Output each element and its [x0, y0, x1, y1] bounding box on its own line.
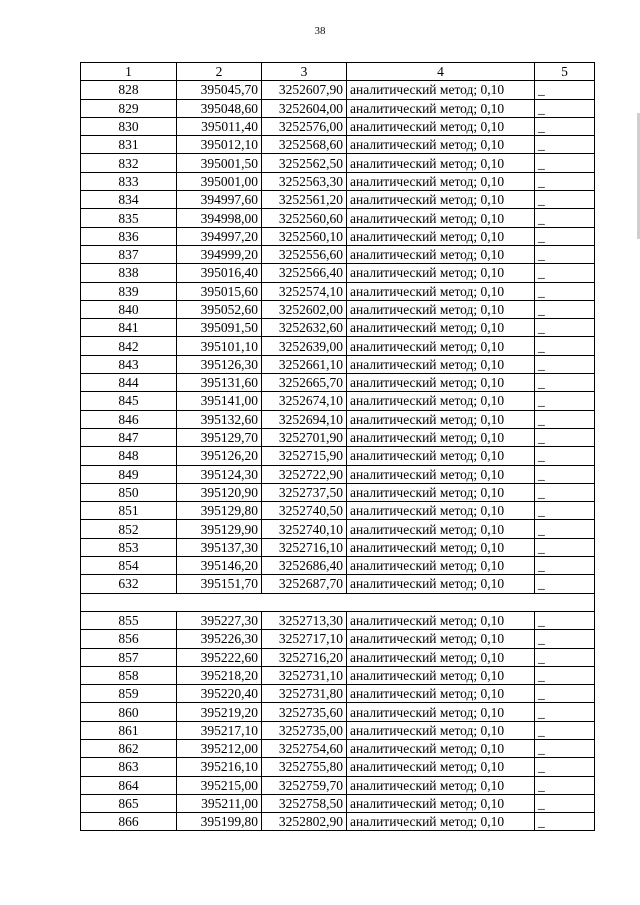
point-number-cell: 837 — [81, 245, 177, 263]
note-cell: _ — [535, 557, 595, 575]
x-coordinate-cell: 395120,90 — [177, 483, 262, 501]
table-row — [81, 557, 595, 575]
note-cell: _ — [535, 428, 595, 446]
point-number-cell: 840 — [81, 300, 177, 318]
point-number-cell: 835 — [81, 209, 177, 227]
note-cell: _ — [535, 337, 595, 355]
method-accuracy-cell: аналитический метод; 0,10 — [347, 721, 535, 739]
point-number-cell: 851 — [81, 502, 177, 520]
note-cell: _ — [535, 502, 595, 520]
table-row — [81, 374, 595, 392]
y-coordinate-cell: 3252561,20 — [262, 191, 347, 209]
note-cell: _ — [535, 483, 595, 501]
point-number-cell: 846 — [81, 410, 177, 428]
table-section-b — [81, 611, 595, 831]
x-coordinate-cell: 395222,60 — [177, 648, 262, 666]
method-accuracy-cell: аналитический метод; 0,10 — [347, 300, 535, 318]
x-coordinate-cell: 395012,10 — [177, 136, 262, 154]
method-accuracy-cell: аналитический метод; 0,10 — [347, 739, 535, 757]
x-coordinate-cell: 395217,10 — [177, 721, 262, 739]
y-coordinate-cell: 3252717,10 — [262, 630, 347, 648]
note-cell: _ — [535, 721, 595, 739]
table-row — [81, 666, 595, 684]
note-cell: _ — [535, 703, 595, 721]
table-row — [81, 191, 595, 209]
y-coordinate-cell: 3252661,10 — [262, 355, 347, 373]
y-coordinate-cell: 3252556,60 — [262, 245, 347, 263]
x-coordinate-cell: 395151,70 — [177, 575, 262, 593]
point-number-cell: 858 — [81, 666, 177, 684]
table-row — [81, 575, 595, 593]
method-accuracy-cell: аналитический метод; 0,10 — [347, 502, 535, 520]
header-col-5: 5 — [535, 63, 595, 81]
note-cell: _ — [535, 392, 595, 410]
table-row — [81, 81, 595, 99]
x-coordinate-cell: 394999,20 — [177, 245, 262, 263]
y-coordinate-cell: 3252687,70 — [262, 575, 347, 593]
y-coordinate-cell: 3252607,90 — [262, 81, 347, 99]
table-row — [81, 611, 595, 629]
method-accuracy-cell: аналитический метод; 0,10 — [347, 245, 535, 263]
table-row — [81, 227, 595, 245]
note-cell: _ — [535, 300, 595, 318]
x-coordinate-cell: 395215,00 — [177, 776, 262, 794]
x-coordinate-cell: 395048,60 — [177, 99, 262, 117]
table-section-a — [81, 81, 595, 593]
x-coordinate-cell: 395045,70 — [177, 81, 262, 99]
point-number-cell: 831 — [81, 136, 177, 154]
method-accuracy-cell: аналитический метод; 0,10 — [347, 319, 535, 337]
x-coordinate-cell: 395015,60 — [177, 282, 262, 300]
note-cell: _ — [535, 794, 595, 812]
y-coordinate-cell: 3252735,60 — [262, 703, 347, 721]
point-number-cell: 864 — [81, 776, 177, 794]
note-cell: _ — [535, 611, 595, 629]
x-coordinate-cell: 395091,50 — [177, 319, 262, 337]
point-number-cell: 863 — [81, 758, 177, 776]
x-coordinate-cell: 395211,00 — [177, 794, 262, 812]
method-accuracy-cell: аналитический метод; 0,10 — [347, 282, 535, 300]
table-row — [81, 172, 595, 190]
table-row — [81, 703, 595, 721]
x-coordinate-cell: 395131,60 — [177, 374, 262, 392]
table-row — [81, 648, 595, 666]
note-cell: _ — [535, 575, 595, 593]
method-accuracy-cell: аналитический метод; 0,10 — [347, 337, 535, 355]
y-coordinate-cell: 3252802,90 — [262, 813, 347, 831]
header-col-4: 4 — [347, 63, 535, 81]
table-row — [81, 538, 595, 556]
point-number-cell: 853 — [81, 538, 177, 556]
point-number-cell: 860 — [81, 703, 177, 721]
point-number-cell: 861 — [81, 721, 177, 739]
x-coordinate-cell: 395001,00 — [177, 172, 262, 190]
method-accuracy-cell: аналитический метод; 0,10 — [347, 447, 535, 465]
y-coordinate-cell: 3252740,10 — [262, 520, 347, 538]
point-number-cell: 844 — [81, 374, 177, 392]
x-coordinate-cell: 395132,60 — [177, 410, 262, 428]
table-row — [81, 794, 595, 812]
note-cell: _ — [535, 245, 595, 263]
y-coordinate-cell: 3252576,00 — [262, 117, 347, 135]
x-coordinate-cell: 395101,10 — [177, 337, 262, 355]
table-row — [81, 721, 595, 739]
method-accuracy-cell: аналитический метод; 0,10 — [347, 136, 535, 154]
method-accuracy-cell: аналитический метод; 0,10 — [347, 465, 535, 483]
table-row — [81, 245, 595, 263]
point-number-cell: 865 — [81, 794, 177, 812]
point-number-cell: 856 — [81, 630, 177, 648]
note-cell: _ — [535, 154, 595, 172]
point-number-cell: 849 — [81, 465, 177, 483]
y-coordinate-cell: 3252701,90 — [262, 428, 347, 446]
method-accuracy-cell: аналитический метод; 0,10 — [347, 355, 535, 373]
y-coordinate-cell: 3252759,70 — [262, 776, 347, 794]
table-row — [81, 447, 595, 465]
method-accuracy-cell: аналитический метод; 0,10 — [347, 648, 535, 666]
point-number-cell: 839 — [81, 282, 177, 300]
x-coordinate-cell: 395124,30 — [177, 465, 262, 483]
point-number-cell: 842 — [81, 337, 177, 355]
method-accuracy-cell: аналитический метод; 0,10 — [347, 428, 535, 446]
method-accuracy-cell: аналитический метод; 0,10 — [347, 117, 535, 135]
x-coordinate-cell: 395001,50 — [177, 154, 262, 172]
y-coordinate-cell: 3252740,50 — [262, 502, 347, 520]
point-number-cell: 834 — [81, 191, 177, 209]
x-coordinate-cell: 395219,20 — [177, 703, 262, 721]
x-coordinate-cell: 395011,40 — [177, 117, 262, 135]
table-row — [81, 337, 595, 355]
y-coordinate-cell: 3252754,60 — [262, 739, 347, 757]
y-coordinate-cell: 3252560,60 — [262, 209, 347, 227]
table-row — [81, 630, 595, 648]
x-coordinate-cell: 395052,60 — [177, 300, 262, 318]
x-coordinate-cell: 395146,20 — [177, 557, 262, 575]
method-accuracy-cell: аналитический метод; 0,10 — [347, 758, 535, 776]
note-cell: _ — [535, 209, 595, 227]
point-number-cell: 843 — [81, 355, 177, 373]
y-coordinate-cell: 3252722,90 — [262, 465, 347, 483]
table-row — [81, 117, 595, 135]
point-number-cell: 828 — [81, 81, 177, 99]
method-accuracy-cell: аналитический метод; 0,10 — [347, 813, 535, 831]
table-row — [81, 776, 595, 794]
y-coordinate-cell: 3252602,00 — [262, 300, 347, 318]
note-cell: _ — [535, 355, 595, 373]
x-coordinate-cell: 395129,70 — [177, 428, 262, 446]
note-cell: _ — [535, 117, 595, 135]
point-number-cell: 841 — [81, 319, 177, 337]
method-accuracy-cell: аналитический метод; 0,10 — [347, 99, 535, 117]
table-row — [81, 502, 595, 520]
table-row — [81, 300, 595, 318]
y-coordinate-cell: 3252716,20 — [262, 648, 347, 666]
table-header-row — [81, 63, 595, 81]
table-row — [81, 209, 595, 227]
y-coordinate-cell: 3252632,60 — [262, 319, 347, 337]
note-cell: _ — [535, 410, 595, 428]
header-col-2: 2 — [177, 63, 262, 81]
y-coordinate-cell: 3252694,10 — [262, 410, 347, 428]
table-row — [81, 739, 595, 757]
method-accuracy-cell: аналитический метод; 0,10 — [347, 794, 535, 812]
note-cell: _ — [535, 648, 595, 666]
method-accuracy-cell: аналитический метод; 0,10 — [347, 685, 535, 703]
method-accuracy-cell: аналитический метод; 0,10 — [347, 538, 535, 556]
note-cell: _ — [535, 520, 595, 538]
table-row — [81, 428, 595, 446]
note-cell: _ — [535, 172, 595, 190]
table-row — [81, 520, 595, 538]
method-accuracy-cell: аналитический метод; 0,10 — [347, 264, 535, 282]
y-coordinate-cell: 3252713,30 — [262, 611, 347, 629]
method-accuracy-cell: аналитический метод; 0,10 — [347, 374, 535, 392]
note-cell: _ — [535, 81, 595, 99]
y-coordinate-cell: 3252563,30 — [262, 172, 347, 190]
y-coordinate-cell: 3252755,80 — [262, 758, 347, 776]
method-accuracy-cell: аналитический метод; 0,10 — [347, 172, 535, 190]
note-cell: _ — [535, 227, 595, 245]
y-coordinate-cell: 3252731,80 — [262, 685, 347, 703]
method-accuracy-cell: аналитический метод; 0,10 — [347, 392, 535, 410]
point-number-cell: 848 — [81, 447, 177, 465]
table-gap-row — [81, 593, 595, 611]
method-accuracy-cell: аналитический метод; 0,10 — [347, 611, 535, 629]
x-coordinate-cell: 395016,40 — [177, 264, 262, 282]
point-number-cell: 859 — [81, 685, 177, 703]
table-row — [81, 154, 595, 172]
x-coordinate-cell: 395212,00 — [177, 739, 262, 757]
method-accuracy-cell: аналитический метод; 0,10 — [347, 191, 535, 209]
note-cell: _ — [535, 666, 595, 684]
table-row — [81, 282, 595, 300]
x-coordinate-cell: 395199,80 — [177, 813, 262, 831]
header-col-1: 1 — [81, 63, 177, 81]
point-number-cell: 866 — [81, 813, 177, 831]
x-coordinate-cell: 394998,00 — [177, 209, 262, 227]
x-coordinate-cell: 395218,20 — [177, 666, 262, 684]
method-accuracy-cell: аналитический метод; 0,10 — [347, 520, 535, 538]
x-coordinate-cell: 395220,40 — [177, 685, 262, 703]
method-accuracy-cell: аналитический метод; 0,10 — [347, 666, 535, 684]
method-accuracy-cell: аналитический метод; 0,10 — [347, 209, 535, 227]
page-number: 38 — [314, 25, 326, 37]
method-accuracy-cell: аналитический метод; 0,10 — [347, 575, 535, 593]
note-cell: _ — [535, 264, 595, 282]
x-coordinate-cell: 395216,10 — [177, 758, 262, 776]
note-cell: _ — [535, 813, 595, 831]
note-cell: _ — [535, 776, 595, 794]
point-number-cell: 857 — [81, 648, 177, 666]
method-accuracy-cell: аналитический метод; 0,10 — [347, 776, 535, 794]
note-cell: _ — [535, 99, 595, 117]
y-coordinate-cell: 3252639,00 — [262, 337, 347, 355]
table-row — [81, 758, 595, 776]
x-coordinate-cell: 394997,20 — [177, 227, 262, 245]
method-accuracy-cell: аналитический метод; 0,10 — [347, 483, 535, 501]
x-coordinate-cell: 395129,80 — [177, 502, 262, 520]
note-cell: _ — [535, 282, 595, 300]
note-cell: _ — [535, 374, 595, 392]
y-coordinate-cell: 3252715,90 — [262, 447, 347, 465]
table-row — [81, 136, 595, 154]
note-cell: _ — [535, 758, 595, 776]
point-number-cell: 829 — [81, 99, 177, 117]
point-number-cell: 833 — [81, 172, 177, 190]
method-accuracy-cell: аналитический метод; 0,10 — [347, 703, 535, 721]
point-number-cell: 847 — [81, 428, 177, 446]
y-coordinate-cell: 3252737,50 — [262, 483, 347, 501]
header-col-3: 3 — [262, 63, 347, 81]
method-accuracy-cell: аналитический метод; 0,10 — [347, 630, 535, 648]
x-coordinate-cell: 395141,00 — [177, 392, 262, 410]
x-coordinate-cell: 395126,20 — [177, 447, 262, 465]
point-number-cell: 838 — [81, 264, 177, 282]
y-coordinate-cell: 3252665,70 — [262, 374, 347, 392]
gap-cell — [81, 593, 595, 611]
note-cell: _ — [535, 630, 595, 648]
x-coordinate-cell: 395226,30 — [177, 630, 262, 648]
method-accuracy-cell: аналитический метод; 0,10 — [347, 557, 535, 575]
table-row — [81, 99, 595, 117]
method-accuracy-cell: аналитический метод; 0,10 — [347, 227, 535, 245]
point-number-cell: 845 — [81, 392, 177, 410]
note-cell: _ — [535, 191, 595, 209]
table-row — [81, 685, 595, 703]
table-row — [81, 355, 595, 373]
point-number-cell: 854 — [81, 557, 177, 575]
point-number-cell: 862 — [81, 739, 177, 757]
x-coordinate-cell: 395126,30 — [177, 355, 262, 373]
note-cell: _ — [535, 538, 595, 556]
table-row — [81, 319, 595, 337]
table-row — [81, 813, 595, 831]
table-gap-section — [81, 593, 595, 611]
y-coordinate-cell: 3252604,00 — [262, 99, 347, 117]
y-coordinate-cell: 3252574,10 — [262, 282, 347, 300]
point-number-cell: 632 — [81, 575, 177, 593]
point-number-cell: 830 — [81, 117, 177, 135]
y-coordinate-cell: 3252674,10 — [262, 392, 347, 410]
table-row — [81, 264, 595, 282]
y-coordinate-cell: 3252716,10 — [262, 538, 347, 556]
y-coordinate-cell: 3252566,40 — [262, 264, 347, 282]
note-cell: _ — [535, 136, 595, 154]
x-coordinate-cell: 395129,90 — [177, 520, 262, 538]
y-coordinate-cell: 3252568,60 — [262, 136, 347, 154]
note-cell: _ — [535, 739, 595, 757]
point-number-cell: 850 — [81, 483, 177, 501]
point-number-cell: 832 — [81, 154, 177, 172]
note-cell: _ — [535, 319, 595, 337]
note-cell: _ — [535, 447, 595, 465]
table-row — [81, 392, 595, 410]
coordinates-table — [80, 62, 595, 831]
table-row — [81, 410, 595, 428]
y-coordinate-cell: 3252735,00 — [262, 721, 347, 739]
point-number-cell: 836 — [81, 227, 177, 245]
point-number-cell: 855 — [81, 611, 177, 629]
point-number-cell: 852 — [81, 520, 177, 538]
note-cell: _ — [535, 465, 595, 483]
table-row — [81, 483, 595, 501]
note-cell: _ — [535, 685, 595, 703]
method-accuracy-cell: аналитический метод; 0,10 — [347, 154, 535, 172]
y-coordinate-cell: 3252686,40 — [262, 557, 347, 575]
y-coordinate-cell: 3252731,10 — [262, 666, 347, 684]
x-coordinate-cell: 395227,30 — [177, 611, 262, 629]
y-coordinate-cell: 3252562,50 — [262, 154, 347, 172]
table-row — [81, 465, 595, 483]
method-accuracy-cell: аналитический метод; 0,10 — [347, 81, 535, 99]
y-coordinate-cell: 3252560,10 — [262, 227, 347, 245]
x-coordinate-cell: 394997,60 — [177, 191, 262, 209]
y-coordinate-cell: 3252758,50 — [262, 794, 347, 812]
method-accuracy-cell: аналитический метод; 0,10 — [347, 410, 535, 428]
x-coordinate-cell: 395137,30 — [177, 538, 262, 556]
